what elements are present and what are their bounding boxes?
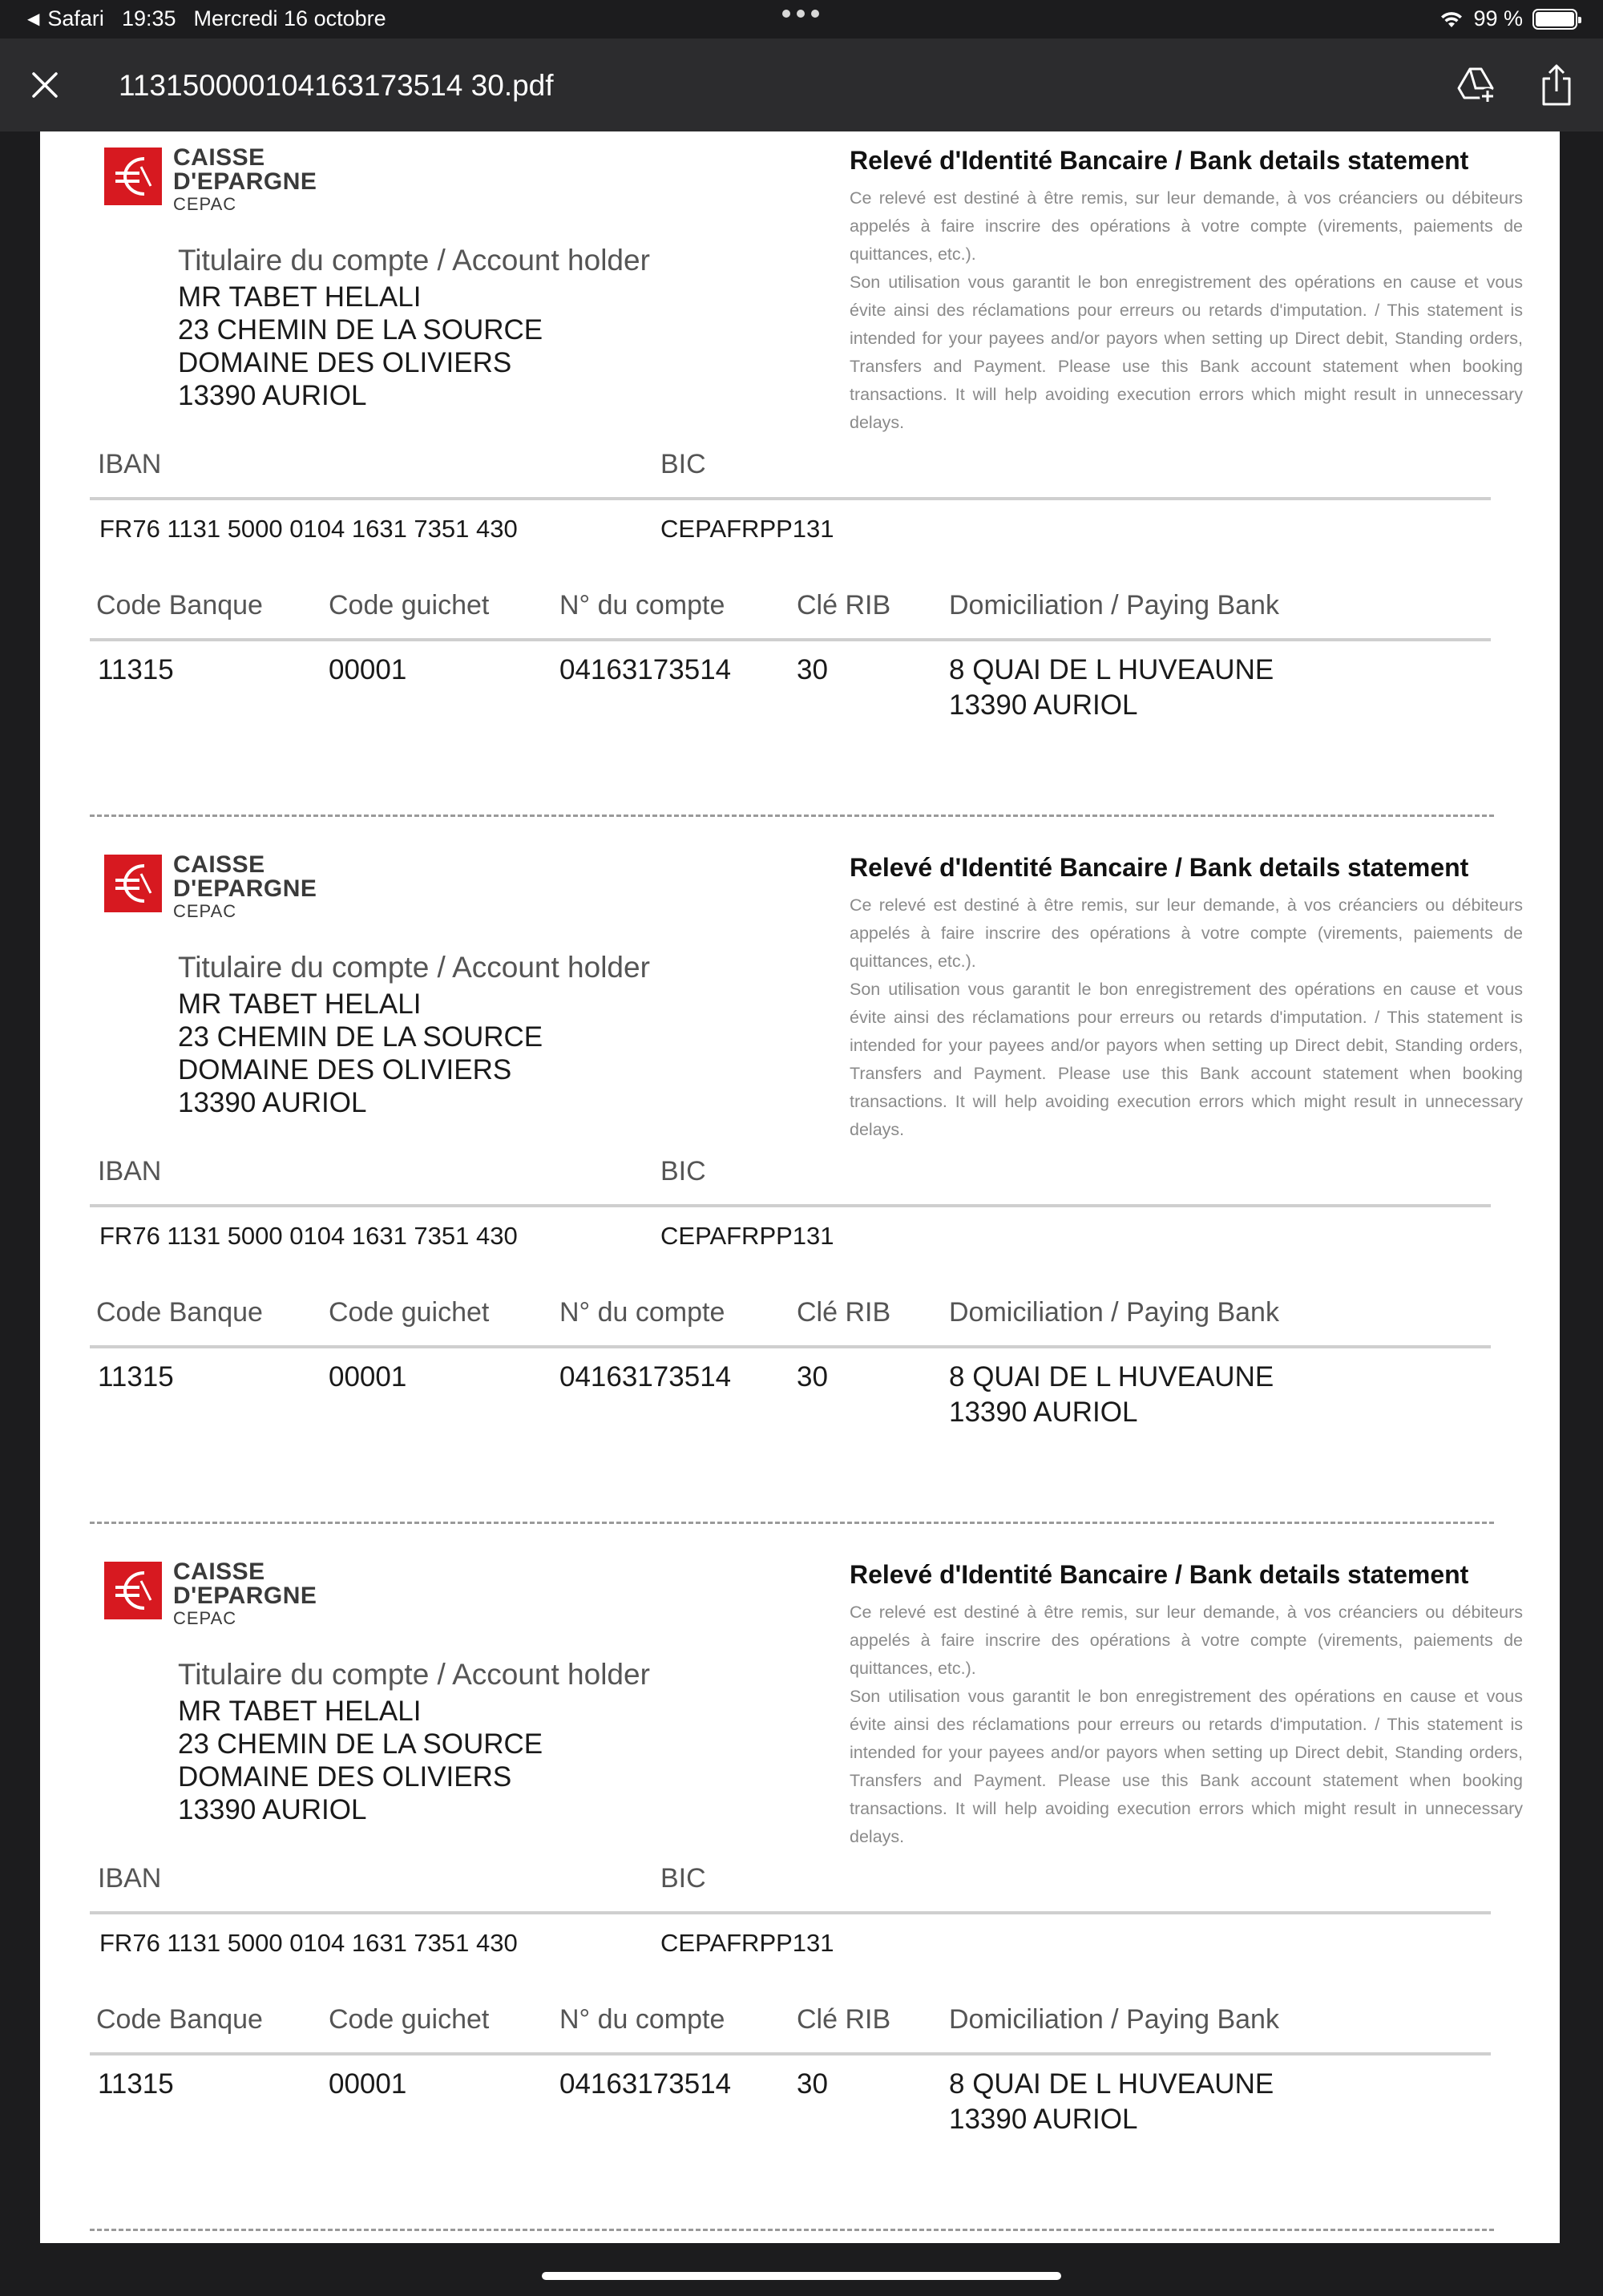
rib-description	[850, 184, 1523, 437]
code-banque-value: 11315	[98, 2068, 174, 2100]
holder-addr-1: 23 CHEMIN DE LA SOURCE	[178, 1728, 543, 1760]
back-arrow-icon[interactable]: ◀	[27, 10, 40, 28]
squirrel-logo-icon	[104, 148, 162, 205]
holder-addr-2: DOMAINE DES OLIVIERS	[178, 347, 512, 378]
status-bar	[0, 0, 1603, 38]
logo-line-2: D'EPARGNE	[173, 875, 317, 902]
rib-description	[850, 891, 1523, 1144]
status-date: Mercredi 16 octobre	[193, 6, 386, 30]
squirrel-logo-icon	[104, 855, 162, 912]
holder-addr-1: 23 CHEMIN DE LA SOURCE	[178, 314, 543, 346]
rib-desc-p2: Son utilisation vous garantit le bon enregistrement des opérations en cause et vous évite ainsi des réclamations pour erreurs ou retards d'imputation. / This statement is intended for your payees and/or payors when setting up Direct debit, Standing orders, Transfers and Payment. Please use this Bank account statement when booking transactions. It will help avoiding execution errors which might result in unnecessary delays.	[850, 273, 1523, 432]
dom-line-1: 8 QUAI DE L HUVEAUNE	[949, 2068, 1274, 2100]
iban-label: IBAN	[98, 449, 162, 479]
dom-line-2: 13390 AURIOL	[949, 2104, 1138, 2135]
domiciliation-value	[949, 2067, 1274, 2137]
holder-addr-1: 23 CHEMIN DE LA SOURCE	[178, 1021, 543, 1053]
dom-line-2: 13390 AURIOL	[949, 689, 1138, 721]
holder-address	[178, 988, 543, 1119]
holder-name: MR TABET HELALI	[178, 1696, 422, 1727]
squirrel-logo-icon	[104, 1562, 162, 1619]
caisse-epargne-logo	[104, 851, 317, 921]
logo-line-3: CEPAC	[173, 1608, 237, 1628]
bic-value: CEPAFRPP131	[660, 1929, 834, 1957]
code-banque-label: Code Banque	[96, 2004, 263, 2035]
rib-block	[40, 131, 1560, 839]
logo-line-3: CEPAC	[173, 194, 237, 214]
code-guichet-label: Code guichet	[329, 1297, 490, 1328]
logo-line-2: D'EPARGNE	[173, 168, 317, 195]
holder-label: Titulaire du compte / Account holder	[178, 951, 650, 984]
bic-label: BIC	[660, 449, 706, 479]
logo-line-1: CAISSE	[173, 144, 265, 171]
dom-line-1: 8 QUAI DE L HUVEAUNE	[949, 1361, 1274, 1393]
cle-rib-label: Clé RIB	[797, 2004, 891, 2035]
rib-block	[40, 1546, 1560, 2243]
holder-name: MR TABET HELALI	[178, 281, 422, 313]
status-time: 19:35	[121, 6, 176, 30]
dom-line-1: 8 QUAI DE L HUVEAUNE	[949, 654, 1274, 685]
rib-description	[850, 1599, 1523, 1851]
domiciliation-label: Domiciliation / Paying Bank	[949, 2004, 1279, 2035]
rib-title: Relevé d'Identité Bancaire / Bank details statement	[850, 146, 1469, 175]
cle-rib-value: 30	[797, 654, 828, 685]
num-compte-value: 04163173514	[559, 654, 732, 685]
holder-address	[178, 281, 543, 412]
domiciliation-label: Domiciliation / Paying Bank	[949, 1297, 1279, 1328]
multitasking-dots-icon[interactable]	[782, 10, 819, 18]
rib-title: Relevé d'Identité Bancaire / Bank details statement	[850, 1560, 1469, 1589]
holder-name: MR TABET HELALI	[178, 988, 422, 1020]
code-banque-label: Code Banque	[96, 590, 263, 620]
cut-line	[90, 2229, 1494, 2231]
battery-icon	[1532, 9, 1577, 30]
cle-rib-value: 30	[797, 2068, 828, 2100]
cut-line	[90, 815, 1494, 817]
rib-title: Relevé d'Identité Bancaire / Bank details statement	[850, 853, 1469, 882]
pdf-viewer-toolbar	[0, 38, 1603, 131]
num-compte-label: N° du compte	[559, 1297, 725, 1328]
domiciliation-label: Domiciliation / Paying Bank	[949, 590, 1279, 620]
cle-rib-label: Clé RIB	[797, 1297, 891, 1328]
code-banque-value: 11315	[98, 654, 174, 685]
caisse-epargne-logo	[104, 144, 317, 214]
rib-block	[40, 839, 1560, 1546]
cle-rib-value: 30	[797, 1361, 828, 1393]
rib-desc-p1: Ce relevé est destiné à être remis, sur leur demande, à vos créanciers ou débiteurs appelés à faire inscrire des opérations à votre compte (virements, paiements de quittances, etc.).	[850, 188, 1523, 264]
bic-label: BIC	[660, 1156, 706, 1186]
add-to-drive-icon[interactable]	[1456, 64, 1497, 106]
rib-desc-p2: Son utilisation vous garantit le bon enregistrement des opérations en cause et vous évite ainsi des réclamations pour erreurs ou retards d'imputation. / This statement is intended for your payees and/or payors when setting up Direct debit, Standing orders, Transfers and Payment. Please use this Bank account statement when booking transactions. It will help avoiding execution errors which might result in unnecessary delays.	[850, 1687, 1523, 1846]
battery-percent: 99 %	[1473, 6, 1523, 30]
iban-value: FR76 1131 5000 0104 1631 7351 430	[99, 1222, 518, 1250]
code-banque-value: 11315	[98, 1361, 174, 1393]
logo-line-2: D'EPARGNE	[173, 1583, 317, 1609]
rib-desc-p2: Son utilisation vous garantit le bon enregistrement des opérations en cause et vous évite ainsi des réclamations pour erreurs ou retards d'imputation. / This statement is intended for your payees and/or payors when setting up Direct debit, Standing orders, Transfers and Payment. Please use this Bank account statement when booking transactions. It will help avoiding execution errors which might result in unnecessary delays.	[850, 980, 1523, 1139]
num-compte-label: N° du compte	[559, 2004, 725, 2035]
code-guichet-value: 00001	[329, 654, 407, 685]
code-guichet-value: 00001	[329, 2068, 407, 2100]
code-guichet-value: 00001	[329, 1361, 407, 1393]
bic-label: BIC	[660, 1863, 706, 1894]
domiciliation-value	[949, 1360, 1274, 1430]
code-guichet-label: Code guichet	[329, 2004, 490, 2035]
divider	[90, 2052, 1491, 2055]
holder-addr-2: DOMAINE DES OLIVIERS	[178, 1761, 512, 1793]
wifi-icon	[1439, 10, 1464, 29]
holder-label: Titulaire du compte / Account holder	[178, 1658, 650, 1691]
rib-desc-p1: Ce relevé est destiné à être remis, sur leur demande, à vos créanciers ou débiteurs appelés à faire inscrire des opérations à votre compte (virements, paiements de quittances, etc.).	[850, 1603, 1523, 1678]
logo-line-1: CAISSE	[173, 1558, 265, 1585]
logo-line-1: CAISSE	[173, 851, 265, 878]
divider	[90, 1204, 1491, 1207]
cle-rib-label: Clé RIB	[797, 590, 891, 620]
holder-addr-3: 13390 AURIOL	[178, 1087, 367, 1118]
holder-addr-3: 13390 AURIOL	[178, 380, 367, 411]
back-app-label[interactable]: Safari	[47, 6, 104, 30]
logo-line-3: CEPAC	[173, 901, 237, 921]
num-compte-value: 04163173514	[559, 2068, 732, 2100]
divider	[90, 1911, 1491, 1914]
dom-line-2: 13390 AURIOL	[949, 1397, 1138, 1428]
caisse-epargne-logo	[104, 1558, 317, 1628]
holder-label: Titulaire du compte / Account holder	[178, 244, 650, 277]
code-banque-label: Code Banque	[96, 1297, 263, 1328]
holder-addr-3: 13390 AURIOL	[178, 1794, 367, 1825]
num-compte-value: 04163173514	[559, 1361, 732, 1393]
divider	[90, 1345, 1491, 1348]
holder-addr-2: DOMAINE DES OLIVIERS	[178, 1054, 512, 1085]
home-indicator[interactable]	[542, 2272, 1061, 2280]
iban-value: FR76 1131 5000 0104 1631 7351 430	[99, 1929, 518, 1957]
holder-address	[178, 1695, 543, 1826]
iban-label: IBAN	[98, 1156, 162, 1186]
document-title: 113150000104163173514 30.pdf	[119, 69, 554, 102]
rib-desc-p1: Ce relevé est destiné à être remis, sur leur demande, à vos créanciers ou débiteurs appelés à faire inscrire des opérations à votre compte (virements, paiements de quittances, etc.).	[850, 895, 1523, 971]
domiciliation-value	[949, 653, 1274, 723]
divider	[90, 497, 1491, 500]
cut-line	[90, 1522, 1494, 1524]
close-icon[interactable]	[29, 69, 61, 101]
iban-value: FR76 1131 5000 0104 1631 7351 430	[99, 515, 518, 543]
bic-value: CEPAFRPP131	[660, 1222, 834, 1250]
pdf-page[interactable]	[40, 131, 1560, 2243]
divider	[90, 638, 1491, 641]
num-compte-label: N° du compte	[559, 590, 725, 620]
iban-label: IBAN	[98, 1863, 162, 1894]
code-guichet-label: Code guichet	[329, 590, 490, 620]
bic-value: CEPAFRPP131	[660, 515, 834, 543]
share-icon[interactable]	[1539, 63, 1574, 107]
